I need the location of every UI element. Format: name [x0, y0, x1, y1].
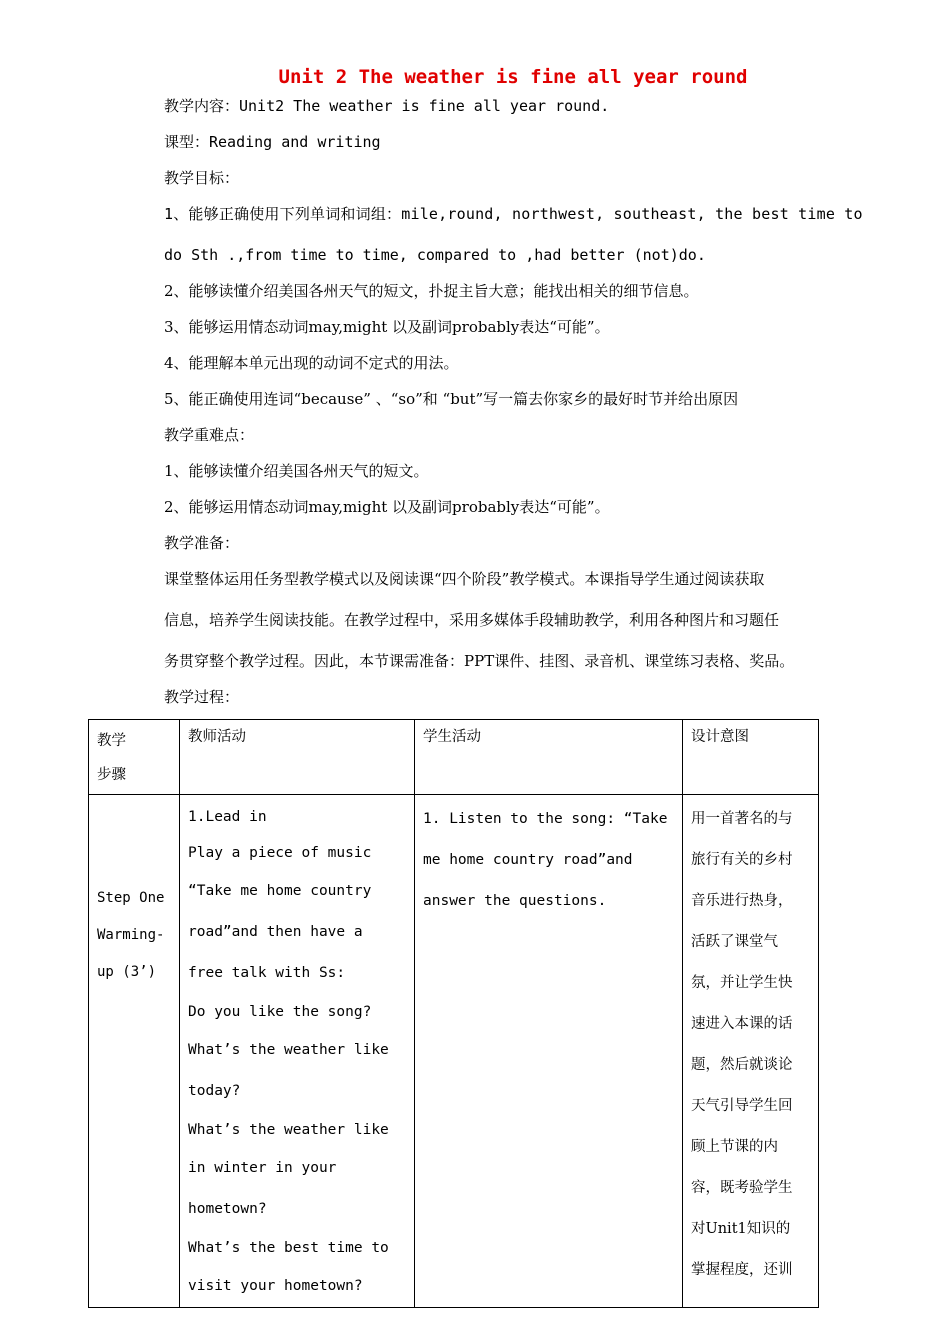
- objective-4: 4、能理解本单元出现的动词不定式的用法。: [164, 354, 459, 372]
- table-row: [89, 795, 819, 1308]
- preparation-line-1: 课堂整体运用任务型教学模式以及阅读课“四个阶段”教学模式。本课指导学生通过阅读获取: [164, 570, 765, 588]
- teacher-line-4: road”and then have a: [188, 924, 363, 940]
- objective-3: 3、能够运用情态动词may,might 以及副词probably表达“可能”。: [164, 318, 610, 336]
- step-line-1: Step One: [97, 890, 165, 906]
- key-points-heading: 教学重难点：: [164, 426, 255, 444]
- step-line-2: Warming-: [97, 927, 165, 943]
- header-step: [89, 720, 180, 795]
- key-point-2: 2、能够运用情态动词may,might 以及副词probably表达“可能”。: [164, 498, 610, 516]
- step-cell: [89, 795, 180, 1308]
- teacher-line-12: What’s the best time to: [188, 1240, 389, 1256]
- teacher-line-5: free talk with Ss:: [188, 965, 346, 981]
- table-header-row: [89, 720, 819, 795]
- objective-5: 5、能正确使用连词“because” 、“so”和 “but”写一篇去你家乡的最好时节并给出原因: [164, 390, 739, 408]
- intent-line-3: 音乐进行热身，: [691, 893, 793, 909]
- teacher-activity-cell: [180, 795, 415, 1308]
- teacher-line-3: “Take me home country: [188, 883, 372, 899]
- intent-line-8: 天气引导学生回: [691, 1098, 793, 1114]
- intent-line-2: 旅行有关的乡村: [691, 852, 793, 868]
- teacher-line-1: 1.Lead in: [188, 809, 267, 825]
- teacher-line-2: Play a piece of music: [188, 845, 372, 861]
- header-step-line-1: 教学: [97, 733, 126, 749]
- preparation-line-2: 信息，培养学生阅读技能。在教学过程中，采用多媒体手段辅助教学，利用各种图片和习题任: [164, 611, 780, 629]
- design-intent-cell: [683, 795, 819, 1308]
- intent-line-6: 速进入本课的话: [691, 1016, 793, 1032]
- key-point-1: 1、能够读懂介绍美国各州天气的短文。: [164, 462, 429, 480]
- teacher-line-10: in winter in your: [188, 1160, 337, 1176]
- intent-line-12: 掌握程度，还训: [691, 1262, 793, 1278]
- student-activity-cell: [415, 795, 683, 1308]
- teacher-line-13: visit your hometown?: [188, 1278, 363, 1294]
- teacher-line-7: What’s the weather like: [188, 1042, 389, 1058]
- intent-line-7: 题，然后就谈论: [691, 1057, 793, 1073]
- intent-line-11: 对Unit1知识的: [691, 1221, 791, 1237]
- document-title: Unit 2 The weather is fine all year round: [278, 66, 748, 88]
- header-teacher-activity: 教师活动: [180, 720, 415, 795]
- header-student-activity: 学生活动: [415, 720, 683, 795]
- student-line-2: me home country road”and: [423, 852, 633, 868]
- intent-line-4: 活跃了课堂气: [691, 934, 778, 950]
- intent-line-9: 顾上节课的内: [691, 1139, 778, 1155]
- process-heading: 教学过程：: [164, 688, 240, 706]
- teaching-process-table: [88, 719, 819, 1308]
- intent-line-1: 用一首著名的与: [691, 811, 793, 827]
- header-design-intent: 设计意图: [683, 720, 819, 795]
- preparation-line-3: 务贯穿整个教学过程。因此，本节课需准备：PPT课件、挂图、录音机、课堂练习表格、奖品。: [164, 652, 795, 670]
- step-line-3: up (3’): [97, 964, 157, 980]
- teacher-line-9: What’s the weather like: [188, 1122, 389, 1138]
- intent-line-5: 氛，并让学生快: [691, 975, 793, 991]
- objective-1: 1、能够正确使用下列单词和词组：mile,round, northwest, southeast, the best time to: [164, 205, 863, 223]
- teacher-line-11: hometown?: [188, 1201, 267, 1217]
- content-line: 教学内容：Unit2 The weather is fine all year round.: [164, 97, 610, 115]
- teacher-line-6: Do you like the song?: [188, 1004, 372, 1020]
- student-line-1: 1. Listen to the song: “Take: [423, 811, 668, 827]
- intent-line-10: 容，既考验学生: [691, 1180, 793, 1196]
- objectives-heading: 教学目标：: [164, 169, 240, 187]
- teacher-line-8: today?: [188, 1083, 241, 1099]
- objective-2: 2、能够读懂介绍美国各州天气的短文，扑捉主旨大意；能找出相关的细节信息。: [164, 282, 699, 300]
- lesson-type-line: 课型：Reading and writing: [164, 133, 381, 151]
- student-line-3: answer the questions.: [423, 893, 607, 909]
- objective-1-continued: do Sth .,from time to time, compared to ,had better (not)do.: [164, 246, 706, 264]
- header-step-line-2: 步骤: [97, 767, 126, 783]
- preparation-heading: 教学准备：: [164, 534, 240, 552]
